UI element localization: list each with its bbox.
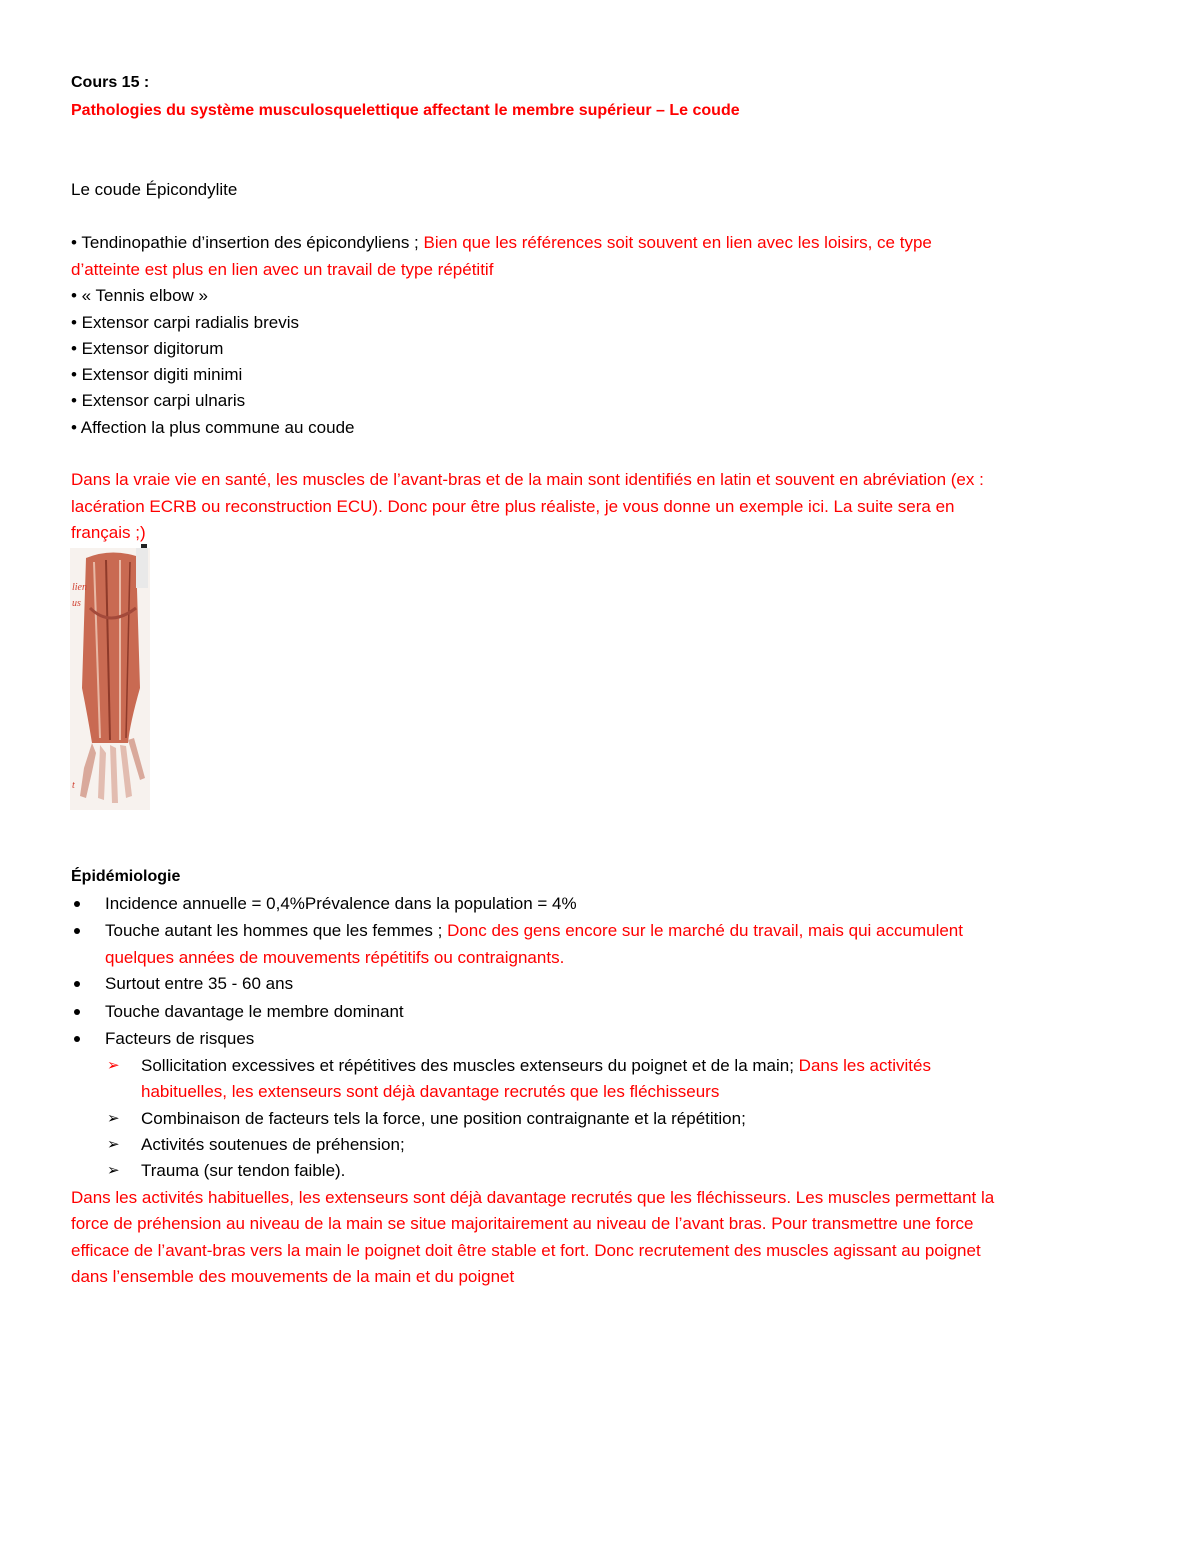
bullet-dot-icon <box>74 1036 80 1042</box>
bullet-comment-continued: d’atteinte est plus en lien avec un travail de type répétitif <box>71 260 494 279</box>
bullet-tendinopathie <box>71 230 932 256</box>
list-item: • « Tennis elbow » <box>71 286 209 305</box>
sub-list-item-comment-continued: habituelles, les extenseurs sont déjà davantage recrutés que les fléchisseurs <box>141 1082 720 1101</box>
sub-list-item-text: Sollicitation excessives et répétitives des muscles extenseurs du poignet et de la main; <box>141 1056 799 1075</box>
sub-list-item: Activités soutenues de préhension; <box>141 1135 405 1154</box>
bullet-text: • Tendinopathie d’insertion des épicondyliens ; <box>71 233 424 252</box>
list-item: • Extensor carpi ulnaris <box>71 391 246 410</box>
list-item: • Extensor digitorum <box>71 339 224 358</box>
bullet-comment: Bien que les références soit souvent en lien avec les loisirs, ce type <box>423 233 932 252</box>
arrow-bullet-icon: ➢ <box>107 1162 120 1179</box>
page-title: Pathologies du système musculosquelettique affectant le membre supérieur – Le coude <box>71 102 740 119</box>
note-line: Dans la vraie vie en santé, les muscles de l’avant-bras et de la main sont identifiés en latin et souvent en abréviation (ex : <box>71 470 984 489</box>
arrow-bullet-icon: ➢ <box>107 1136 120 1153</box>
figure-label: t <box>72 780 75 791</box>
bullet-dot-icon <box>74 928 80 934</box>
list-item: • Extensor carpi radialis brevis <box>71 313 299 332</box>
arrow-bullet-icon: ➢ <box>107 1057 120 1074</box>
list-item: Surtout entre 35 - 60 ans <box>105 974 294 993</box>
list-item: Touche davantage le membre dominant <box>105 1002 404 1021</box>
note-line: français ;) <box>71 523 146 542</box>
conclusion-line: efficace de l’avant-bras vers la main le poignet doit être stable et fort. Donc recrutement des muscles agissant au poignet <box>71 1241 981 1260</box>
conclusion-line: dans l’ensemble des mouvements de la main et du poignet <box>71 1267 515 1286</box>
list-item: Incidence annuelle = 0,4%Prévalence dans la population = 4% <box>105 894 577 913</box>
sub-list-item: Combinaison de facteurs tels la force, une position contraignante et la répétition; <box>141 1109 746 1128</box>
arrow-bullet-icon: ➢ <box>107 1110 120 1127</box>
course-number: Cours 15 : <box>71 74 150 91</box>
sub-list-item <box>141 1053 931 1079</box>
list-item-text: Touche autant les hommes que les femmes ; <box>105 921 448 940</box>
forearm-muscle-image <box>70 548 150 810</box>
conclusion-line: force de préhension au niveau de la main se situe majoritairement au niveau de l’avant bras. Pour transmettre une force <box>71 1214 974 1233</box>
sub-list-item: Trauma (sur tendon faible). <box>141 1161 346 1180</box>
bullet-dot-icon <box>74 981 80 987</box>
list-item: Facteurs de risques <box>105 1029 255 1048</box>
conclusion-line: Dans les activités habituelles, les extenseurs sont déjà davantage recrutés que les fléchisseurs. Les muscles permettant la <box>71 1188 995 1207</box>
list-item: • Extensor digiti minimi <box>71 365 243 384</box>
bullet-dot-icon <box>74 1009 80 1015</box>
section-heading-epidemiologie: Épidémiologie <box>71 868 181 885</box>
figure-label: us <box>72 598 81 609</box>
figure-label: lien <box>72 582 87 593</box>
list-item <box>105 918 963 944</box>
bullet-dot-icon <box>74 901 80 907</box>
note-line: lacération ECRB ou reconstruction ECU). Donc pour être plus réaliste, je vous donne un exemple ici. La suite sera en <box>71 497 955 516</box>
sub-list-item-comment: Dans les activités <box>798 1056 931 1075</box>
list-item-comment: Donc des gens encore sur le marché du travail, mais qui accumulent <box>447 921 963 940</box>
list-item: • Affection la plus commune au coude <box>71 418 355 437</box>
section-heading: Le coude Épicondylite <box>71 180 238 199</box>
list-item-comment-continued: quelques années de mouvements répétitifs ou contraignants. <box>105 948 565 967</box>
